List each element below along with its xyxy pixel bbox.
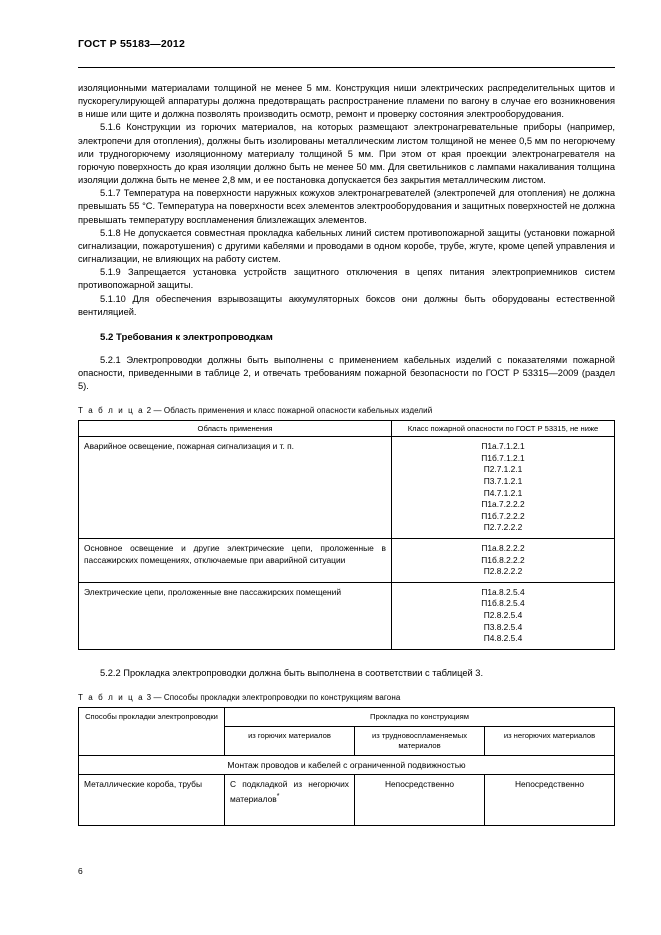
class-code: П2.7.2.2.2: [483, 522, 523, 533]
paragraph-5-1-10: 5.1.10 Для обеспечения взрывозащиты аккумуляторных боксов они должны быть оборудованы естественной вентиляцией.: [78, 293, 615, 317]
table-2-caption: [78, 406, 615, 415]
page-number: 6: [78, 866, 83, 876]
table-2: [78, 420, 615, 650]
table-3-section-row: [79, 755, 615, 774]
class-code: П1б.7.2.2.2: [481, 510, 525, 521]
table-2-cell-classes: [392, 582, 615, 649]
table-2-body: [79, 437, 615, 650]
page-content: [78, 38, 615, 826]
table-2-cell-application: Основное освещение и другие электрические цепи, проложенные в пассажирских помещениях, отключаемые при аварийной ситуации: [79, 539, 392, 583]
class-code: П1а.8.2.2.2: [481, 543, 525, 554]
paragraph-5-1-6: 5.1.6 Конструкции из горючих материалов, на которых размещают электронагревательные приборы (например, электропечи для отопления), должны быть изолированы металлическим листом толщиной не менее 0,5 мм по негорючему или трудногорючему изоляционному материалу толщиной 5 мм. При этом от края проекции электронагревателя на горючую поверхность до края изоляции должно быть не менее 50 мм. Для светильников с лампами накаливания толщина изоляции должна быть не менее 2,8 мм, и ее постановка допускается без закрытия металлическим листом.: [78, 122, 615, 186]
table-3-cell-method: Металлические короба, трубы: [79, 774, 225, 825]
paragraph-continued: изоляционными материалами толщиной не менее 5 мм. Конструкция ниши электрических распределительных щитов и пускорегулирующей аппаратуры должна предотвращать распространение пламени по вагону в случае его возникновения в нише или щите и должна позволять производить осмотр, ремонт и проверку состояния электрооборудования.: [78, 83, 615, 120]
table-row: [79, 539, 615, 583]
table-3-caption-label: Т а б л и ц а: [78, 692, 145, 702]
table-3-caption-number: 3: [146, 692, 152, 702]
class-code: П1а.7.2.2.2: [481, 499, 525, 510]
table-2-cell-application: Аварийное освещение, пожарная сигнализация и т. п.: [79, 437, 392, 539]
table-3: [78, 707, 615, 826]
table-3-cell-combustible-text: С подкладкой из негорючих материалов: [230, 778, 349, 804]
table-3-header-row-group: [79, 707, 615, 726]
table-2-header-class: Класс пожарной опасности по ГОСТ Р 53315, не ниже: [392, 421, 615, 437]
class-code: П3.7.1.2.1: [483, 476, 523, 487]
table-2-cell-classes: [392, 437, 615, 539]
table-3-body: [79, 707, 615, 825]
paragraph-5-1-9: 5.1.9 Запрещается установка устройств защитного отключения в цепях питания электроприемников систем противопожарной защиты.: [78, 267, 615, 291]
table-3-caption-text: — Способы прокладки электропроводки по конструкциям вагона: [153, 692, 401, 702]
table-2-caption-number: 2: [146, 406, 152, 416]
table-2-head: [79, 421, 615, 437]
table-2-caption-label: Т а б л и ц а: [78, 406, 145, 416]
class-code: П1б.7.1.2.1: [481, 452, 525, 463]
table-2-caption-text: — Область применения и класс пожарной опасности кабельных изделий: [153, 406, 433, 416]
table-3-cell-noncombustible: Непосредственно: [485, 774, 615, 825]
class-code: П4.7.1.2.1: [483, 487, 523, 498]
table-3-header-method: Способы прокладки электропроводки: [79, 707, 225, 755]
table-2-cell-application: Электрические цепи, проложенные вне пассажирских помещений: [79, 582, 392, 649]
class-code: П3.8.2.5.4: [483, 621, 523, 632]
table-3-subheader-combustible: из горючих материалов: [225, 726, 355, 755]
paragraph-5-2-1: 5.2.1 Электропроводки должны быть выполнены с применением кабельных изделий с показателями пожарной опасности, приведенными в таблице 2, и отвечать требованиям пожарной безопасности по ГОСТ Р 53315—2009 (раздел 5).: [78, 354, 615, 392]
class-code: П2.8.2.2.2: [483, 566, 523, 577]
table-2-cell-classes: [392, 539, 615, 583]
class-code: П1б.8.2.5.4: [481, 598, 525, 609]
table-2-header-application: Область применения: [79, 421, 392, 437]
class-code: П1б.8.2.2.2: [481, 554, 525, 565]
table-row: [79, 774, 615, 825]
table-3-section-label: Монтаж проводов и кабелей с ограниченной подвижностью: [79, 755, 615, 774]
table-3-cell-flame-retardant: Непосредственно: [355, 774, 485, 825]
class-code: П2.7.1.2.1: [483, 464, 523, 475]
paragraph-5-1-8: 5.1.8 Не допускается совместная прокладка кабельных линий систем противопожарной защиты (установки пожарной сигнализации, пожаротушения) с другими кабелями и проводами в одном коробе, трубе, жгуте, кроме цепей управления и сигнализации, не влияющих на работу систем.: [78, 227, 615, 265]
class-code: П1а.7.1.2.1: [481, 441, 525, 452]
class-code: П2.8.2.5.4: [483, 610, 523, 620]
document-header-title: ГОСТ Р 55183—2012: [78, 38, 186, 50]
class-code: П4.8.2.5.4: [483, 633, 523, 644]
table-3-caption: [78, 693, 615, 702]
table-3-cell-combustible: [225, 774, 355, 825]
table-3-subheader-noncombustible: из негорючих материалов: [485, 726, 615, 755]
paragraph-5-1-7: 5.1.7 Температура на поверхности наружных кожухов электронагревателей (электропечей для отопления) не должна превышать 55 °С. Температура на поверхности всех элементов электрооборудования и защитных поверхностей не должна превышать температуру воспламенения близлежащих элементов.: [78, 188, 615, 225]
table-row: [79, 582, 615, 649]
class-code: П1а.8.2.5.4: [481, 586, 525, 597]
table-row: [79, 437, 615, 539]
paragraph-5-2-2: 5.2.2 Прокладка электропроводки должна быть выполнена в соответствии с таблицей 3.: [100, 667, 484, 678]
footnote-marker: *: [276, 792, 280, 800]
section-heading-5-2: 5.2 Требования к электропроводкам: [100, 331, 273, 343]
header-divider: [78, 67, 615, 68]
table-3-subheader-flame-retardant: из трудновоспламеняемых материалов: [355, 726, 485, 755]
table-2-header-row: [79, 421, 615, 437]
table-3-header-group: Прокладка по конструкциям: [225, 707, 615, 726]
